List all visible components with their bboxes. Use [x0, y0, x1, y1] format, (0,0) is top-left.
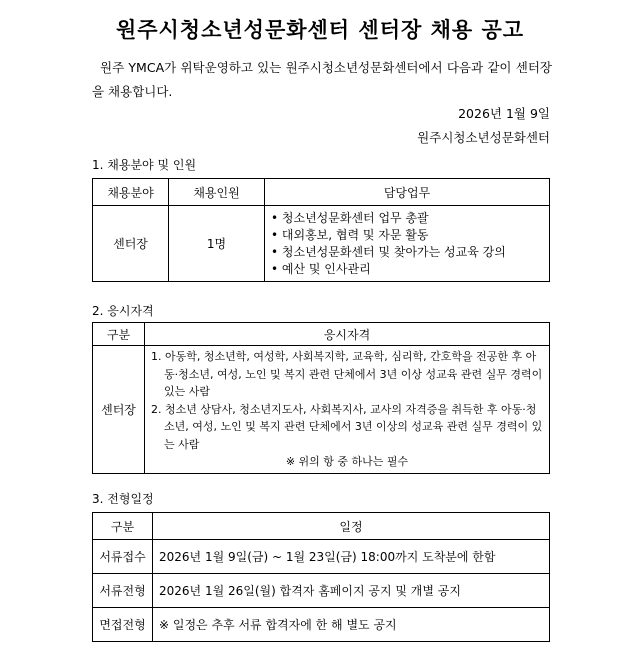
duty-item: • 예산 및 인사관리: [271, 261, 543, 278]
qualifications-cell: [145, 346, 550, 474]
table-row: [93, 608, 550, 642]
section-heading-schedule: 3. 전형일정: [92, 492, 154, 506]
qualification-note: ※ 위의 항 중 하나는 필수: [285, 455, 409, 468]
announcement-date: 2026년 1월 9일: [458, 106, 550, 121]
header-duties: 담당업무: [265, 179, 550, 206]
qualification-item: 1. 아동학, 청소년학, 여성학, 사회복지학, 교육학, 심리학, 간호학을 전공한 후 아동·청소년, 여성, 노인 및 복지 관련 단체에서 3년 이상 성교육 관련 실무 경력이 있는 사람: [151, 350, 543, 398]
table-row: [93, 346, 550, 474]
field-cell: 센터장: [93, 206, 169, 282]
count-cell: 1명: [169, 206, 265, 282]
qualification-item: 2. 청소년 상담사, 청소년지도사, 사회복지사, 교사의 자격증을 취득한 후 아동·청소년, 여성, 노인 및 복지 관련 단체에서 3년 이상의 성교육 관련 실무 경력이 있는 사람: [151, 402, 543, 451]
header-category: 구분: [93, 323, 145, 346]
schedule-value: 2026년 1월 9일(금) ~ 1월 23일(금) 18:00까지 도착분에 한함: [153, 540, 550, 574]
qualifications-table: [92, 322, 550, 474]
intro-paragraph: 원주 YMCA가 위탁운영하고 있는 원주시청소년성문화센터에서 다음과 같이 센터장을 채용합니다.: [92, 60, 552, 99]
duties-cell: [265, 206, 550, 282]
table-header-row: [93, 513, 550, 540]
header-schedule: 일정: [153, 513, 550, 540]
duty-item: • 청소년성문화센터 및 찾아가는 성교육 강의: [271, 244, 543, 261]
schedule-label: 서류전형: [93, 574, 153, 608]
duty-item: • 청소년성문화센터 업무 총괄: [271, 210, 543, 227]
header-field: 채용분야: [93, 179, 169, 206]
table-header-row: [93, 323, 550, 346]
organization-name: 원주시청소년성문화센터: [417, 130, 550, 145]
duty-item: • 대외홍보, 협력 및 자문 활동: [271, 227, 543, 244]
category-cell: 센터장: [93, 346, 145, 474]
schedule-label: 서류접수: [93, 540, 153, 574]
section-heading-recruitment: 1. 채용분야 및 인원: [92, 158, 197, 172]
page-title: 원주시청소년성문화센터 센터장 채용 공고: [115, 18, 525, 42]
table-row: [93, 540, 550, 574]
schedule-value: ※ 일정은 추후 서류 합격자에 한 해 별도 공지: [153, 608, 550, 642]
header-schedule-category: 구분: [93, 513, 153, 540]
table-row: [93, 206, 550, 282]
header-count: 채용인원: [169, 179, 265, 206]
schedule-value: 2026년 1월 26일(월) 합격자 홈페이지 공지 및 개별 공지: [153, 574, 550, 608]
recruitment-table: [92, 178, 550, 282]
schedule-label: 면접전형: [93, 608, 153, 642]
header-qualifications: 응시자격: [145, 323, 550, 346]
table-row: [93, 574, 550, 608]
table-header-row: [93, 179, 550, 206]
section-heading-qualifications: 2. 응시자격: [92, 304, 154, 318]
schedule-table: [92, 512, 550, 642]
